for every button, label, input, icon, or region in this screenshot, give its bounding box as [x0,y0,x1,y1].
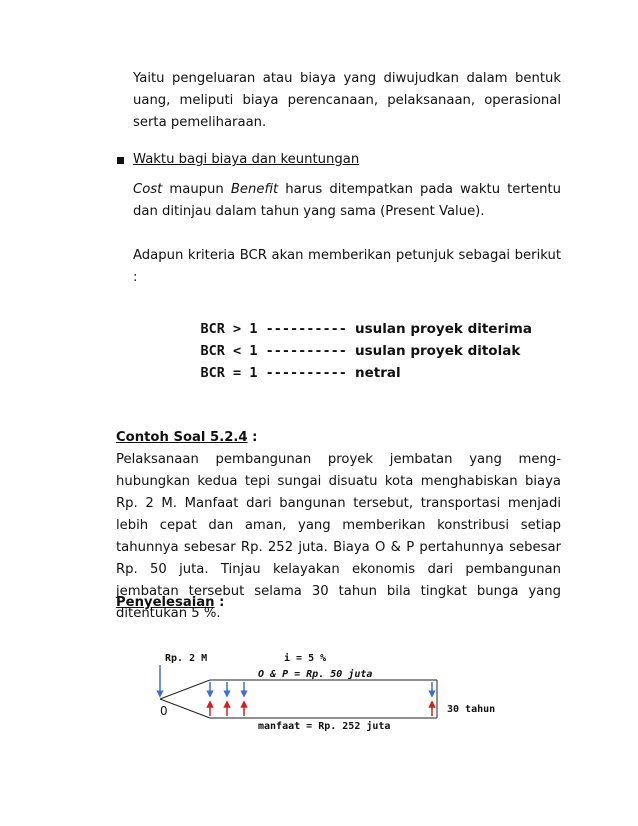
end-year-label: 30 tahun [447,704,496,715]
criteria-dashes: ---------- [265,343,347,359]
example-title-suffix: : [247,430,258,445]
criteria-op: > [233,321,242,337]
criteria-val: 1 [249,365,258,381]
op-cost-label: O & P = Rp. 50 juta [258,669,373,680]
initial-cost-label: Rp. 2 M [165,653,208,664]
benefit-word: Benefit [230,182,279,197]
criteria-lhs: BCR [200,343,225,359]
criteria-result: usulan proyek ditolak [355,343,521,359]
criteria-val: 1 [249,343,258,359]
start-year-label: 0 [160,704,168,718]
intro-paragraph: Yaitu pengeluaran atau biaya yang diwujudkan dalam bentuk uang, meliputi biaya perencanaan, pelaksanaan, operasional serta pemeliharaan. [133,71,561,130]
criteria-result: usulan proyek diterima [355,321,532,337]
bullet-heading: Waktu bagi biaya dan keuntungan [133,152,360,167]
solution-label-suffix: : [214,595,225,610]
criteria-lhs: BCR [200,321,225,337]
benefit-label: manfaat = Rp. 252 juta [258,721,391,732]
solution-label-text: Penyelesaian [116,595,215,610]
cost-word: Cost [133,182,163,197]
time-axis [160,680,437,718]
example-title-text: Contoh Soal 5.2.4 [116,430,248,445]
criteria-intro: Adapun kriteria BCR akan memberikan petunjuk sebagai berikut : [133,248,561,285]
maupun-word: maupun [162,182,231,197]
criteria-dashes: ---------- [265,321,347,337]
criteria-lhs: BCR [200,365,225,381]
criteria-dashes: ---------- [265,365,347,381]
criteria-op: = [233,365,242,381]
interest-rate-label: i = 5 % [284,653,327,664]
criteria-result: netral [355,365,401,381]
cost-benefit-rest: harus ditempatkan pada waktu tertentu dan ditinjau dalam tahun yang sama (Present Value). [133,182,561,219]
criteria-val: 1 [249,321,258,337]
criteria-op: < [233,343,242,359]
example-body: Pelaksanaan pembangunan proyek jembatan yang meng- hubungkan kedua tepi sungai disuatu kota menghabiskan biaya Rp. 2 M. Manfaat dari bangunan tersebut, transportasi menjadi lebih cepat dan aman, yang memberikan konstribusi setiap tahunnya sebesar Rp. 252 juta. Biaya O & P pertahunnya sebesar Rp. 50 juta. Tinjau kelayakan ekonomis dari pembangunan jembatan tersebut selama 30 tahun bila tingkat bunga yang ditentukan 5 %. [116,452,561,621]
